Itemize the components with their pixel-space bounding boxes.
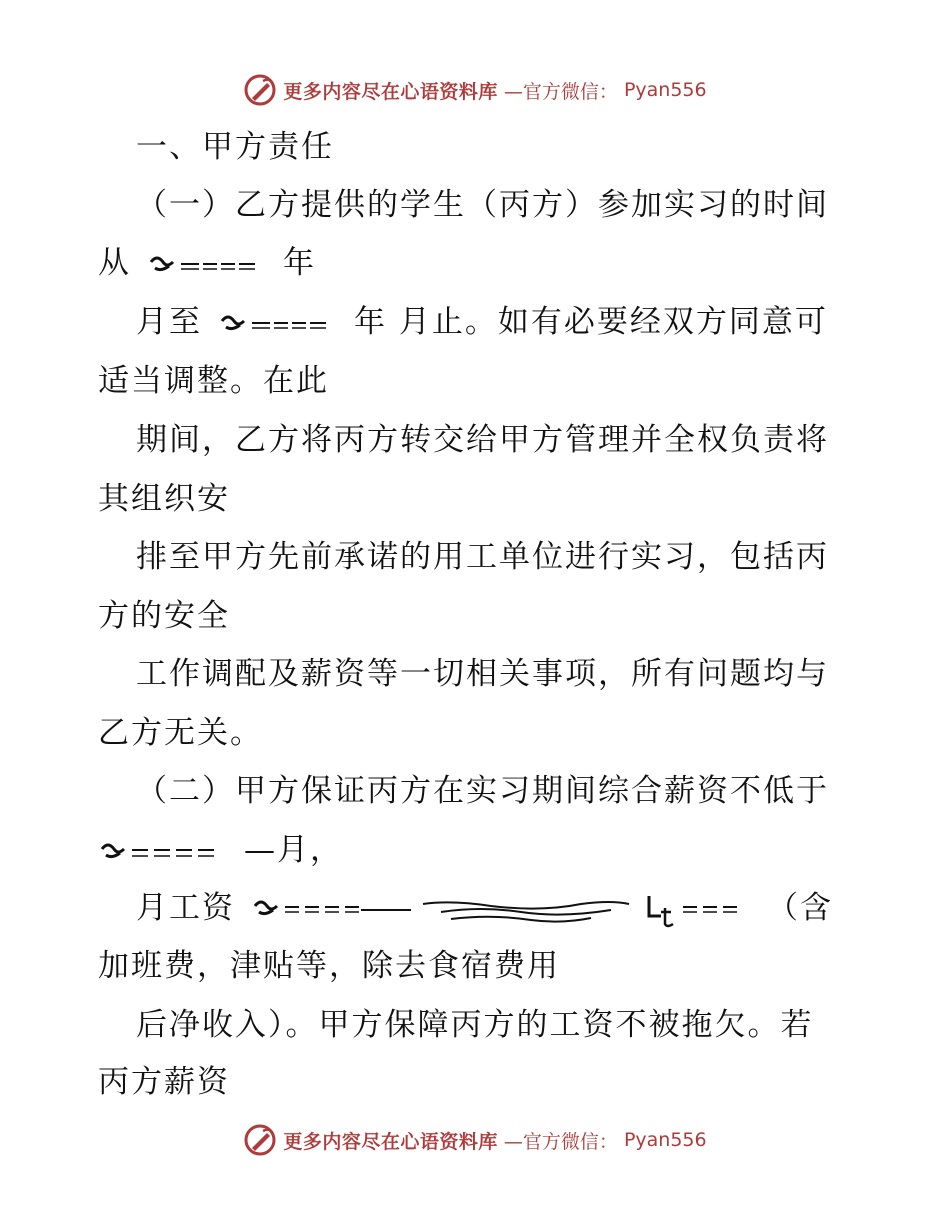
text-fragment: 月工资 bbox=[136, 890, 235, 926]
banner-main-text: 更多内容尽在心语资料库 bbox=[283, 80, 498, 103]
text-line: 期间，乙方将丙方转交给甲方管理并全权负责将 bbox=[136, 422, 829, 458]
blank-fill-glyph-icon bbox=[218, 309, 338, 339]
section-heading: 一、甲方责任 bbox=[136, 129, 334, 165]
banner-sub-text: —官方微信： bbox=[503, 1130, 618, 1153]
text-fragment: —月， bbox=[244, 832, 343, 868]
pen-logo-icon bbox=[243, 73, 277, 107]
text-line: 乙方无关。 bbox=[98, 715, 263, 751]
text-line: （一）乙方提供的学生（丙方）参加实习的时间 bbox=[136, 187, 829, 223]
watermark-banner-bottom bbox=[0, 1120, 950, 1160]
text-line bbox=[98, 243, 316, 283]
text-fragment: 年 bbox=[283, 245, 316, 281]
text-fragment: （含 bbox=[767, 890, 833, 926]
blank-fill-glyph-icon bbox=[147, 250, 267, 280]
banner-sub-text: —官方微信： bbox=[503, 80, 618, 103]
text-line: （二）甲方保证丙方在实习期间综合薪资不低于 bbox=[136, 773, 829, 809]
banner-wechat-id: Pyan556 bbox=[623, 1129, 707, 1151]
text-line: 工作调配及薪资等一切相关事项，所有问题均与 bbox=[136, 656, 829, 692]
banner-main-text: 更多内容尽在心语资料库 bbox=[283, 1130, 498, 1153]
watermark-banner-top bbox=[0, 70, 950, 110]
text-line: 后净收入）。甲方保障丙方的工资不被拖欠。若 bbox=[136, 1007, 814, 1043]
text-line: 排至甲方先前承诺的用工单位进行实习，包括丙 bbox=[136, 539, 829, 575]
text-line: 适当调整。在此 bbox=[98, 363, 329, 399]
text-line: 加班费，津贴等，除去食宿费用 bbox=[98, 948, 560, 984]
text-fragment: 从 bbox=[98, 245, 131, 281]
text-fragment: 月至 bbox=[136, 304, 202, 340]
banner-wechat-id: Pyan556 bbox=[623, 79, 707, 101]
blank-fill-glyph-icon bbox=[98, 837, 228, 867]
pen-logo-icon bbox=[243, 1123, 277, 1157]
text-line: 其组织安 bbox=[98, 481, 230, 517]
text-line bbox=[98, 830, 343, 870]
text-line: 方的安全 bbox=[98, 598, 230, 634]
text-line bbox=[136, 888, 833, 928]
text-fragment: 年 月止。如有必要经双方同意可 bbox=[354, 304, 828, 340]
blank-fill-glyph-icon bbox=[251, 892, 751, 928]
text-line bbox=[136, 302, 828, 342]
text-line: 丙方薪资 bbox=[98, 1064, 230, 1100]
